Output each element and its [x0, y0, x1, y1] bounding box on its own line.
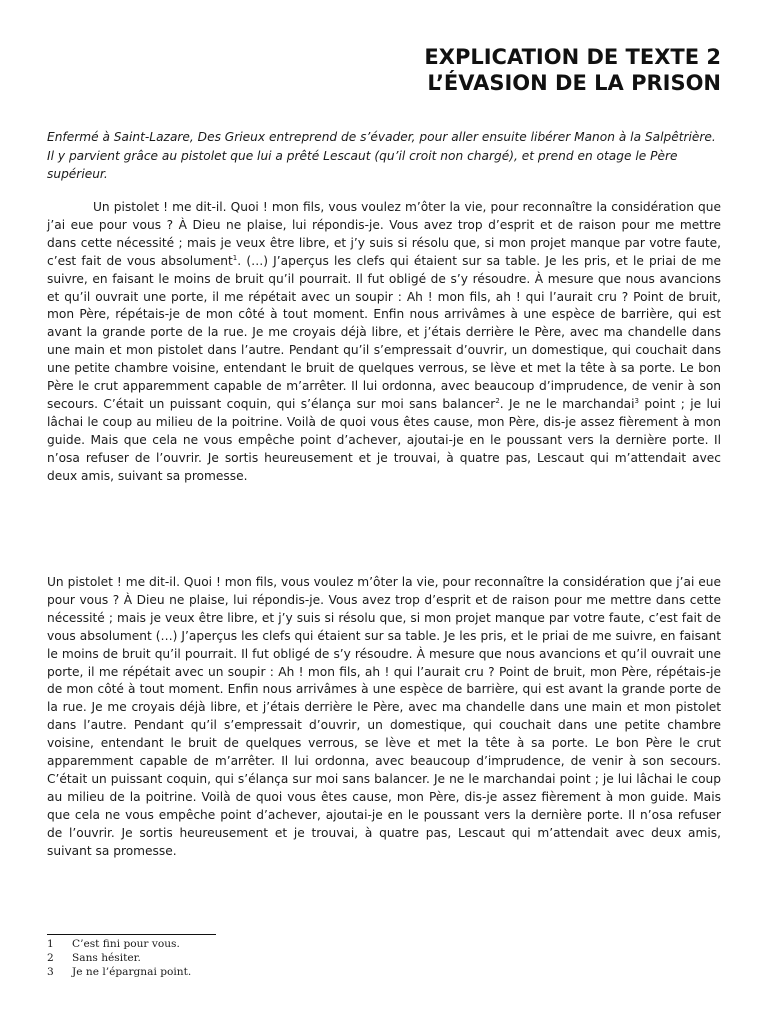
footnote-number: 1: [47, 938, 54, 950]
footnote-number: 3: [47, 966, 54, 978]
intro-paragraph: Enfermé à Saint-Lazare, Des Grieux entreprend de s’évader, pour aller ensuite libérer Manon à la Salpêtrière. Il y parvient grâce au pistolet que lui a prêté Lescaut (qu’il croit non chargé), et prend en otage le Père supérieur.: [47, 130, 716, 182]
passage-segment: . (…) J’aperçus les clefs qui étaient sur sa table. Je les pris, et le priai de me suivre, en faisant le moins de bruit qu’il pourrait. Il fut obligé de s’y résoudre. À mesure que nous avancions et qu’il ouvrait une porte, il me répétait avec un soupir : Ah ! mon fils, ah ! qui l’aurait cru ? Point de bruit, mon Père, répétais-je de mon côté à tout moment. Enfin nous arrivâmes à une espèce de barrière, qui est avant la grande porte de la rue. Je me croyais déjà libre, et j’étais derrière le Père, avec ma chandelle dans une main et mon pistolet dans l’autre. Pendant qu’il s’empressait d’ouvrir, un domestique, qui couchait dans une petite chambre voisine, entendant le bruit de quelques verrous, se lève et met la tête à sa porte. Le bon Père le crut apparemment capable de m’arrêter. Il lui ordonna, avec beaucoup d’imprudence, de venir à son secours. C’était un puissant coquin, qui s’élança sur moi sans balancer: [47, 253, 722, 411]
passage-plain: Un pistolet ! me dit-il. Quoi ! mon fils, vous voulez m’ôter la vie, pour reconnaître la considération que j’ai eue pour vous ? À Dieu ne plaise, lui répondis-je. Vous avez trop d’esprit et de raison pour me mettre dans cette nécessité ; mais je veux être libre, et j’y suis si résolu que, si mon projet manque par votre faute, c’est fait de vous absolument (…) J’aperçus les clefs qui étaient sur sa table. Je les pris, et le priai de me suivre, en faisant le moins de bruit qu’il pourrait. Il fut obligé de s’y résoudre. À mesure que nous avancions et qu’il ouvrait une porte, il me répétait avec un soupir : Ah ! mon fils, ah ! qui l’aurait cru ? Point de bruit, mon Père, répétais-je de mon côté à tout moment. Enfin nous arrivâmes à une espèce de barrière, qui est avant la grande porte de la rue. Je me croyais déjà libre, et j’étais derrière le Père, avec ma chandelle dans une main et mon pistolet dans l’autre. Pendant qu’il s’empressait d’ouvrir, un domestique, qui couchait dans une petite chambre voisine, entendant le bruit de quelques verrous, se lève et met la tête à sa porte. Le bon Père le crut apparemment capable de m’arrêter. Il lui ordonna, avec beaucoup d’imprudence, de venir à son secours. C’était un puissant coquin, qui s’élança sur moi sans balancer. Je ne le marchandai point ; je lui lâchai le coup au milieu de la poitrine. Voilà de quoi vous êtes cause, mon Père, dis-je assez fièrement à mon guide. Mais que cela ne vous empêche point d’achever, ajoutai-je en le poussant vers la dernière porte. Il n’osa refuser de l’ouvrir. Je sortis heureusement et je trouvai, à quatre pas, Lescaut qui m’attendait avec deux amis, suivant sa promesse.: [47, 575, 721, 858]
footnote-text: Je ne l’épargnai point.: [72, 966, 192, 978]
footnote-ref-3: 3: [634, 396, 640, 405]
passage-segment: . Je ne le marchandai: [499, 396, 635, 411]
footnote-number: 2: [47, 952, 54, 964]
title-line-2: L’ÉVASION DE LA PRISON: [427, 71, 721, 95]
passage-segment: Un pistolet ! me dit-il. Quoi ! mon fils, vous voulez m’ôter la vie, pour reconnaître la considération que j’ai eue pour vous ? À Dieu ne plaise, lui répondis-je. Vous avez trop d’esprit et de raison pour me mettre dans cette nécessité ; mais je veux être libre, et j’y suis si résolu que, si mon projet manque par votre faute, c’est fait de vous absolument: [47, 200, 721, 268]
footnote-item: [47, 937, 447, 951]
footnote-item: [47, 965, 447, 979]
footnote-item: [47, 951, 447, 965]
footnote-ref-2: 2: [495, 396, 500, 405]
page-title: [424, 44, 721, 96]
title-line-1: EXPLICATION DE TEXTE 2: [424, 45, 721, 69]
footnote-text: C’est fini pour vous.: [72, 938, 180, 950]
passage-segment: point ; je lui lâchai le coup au milieu de la poitrine. Voilà de quoi vous êtes cause, mon Père, dis-je assez fièrement à mon guide. Mais que cela ne vous empêche point d’achever, ajoutai-je en le poussant vers la dernière porte. Il n’osa refuser de l’ouvrir. Je sortis heureusement et je trouvai, à quatre pas, Lescaut qui m’attendait avec deux amis, suivant sa promesse.: [47, 396, 721, 483]
footnote-divider: [47, 934, 216, 935]
footnotes: [47, 937, 447, 979]
footnote-text: Sans hésiter.: [72, 952, 141, 964]
passage-with-notes: [47, 199, 721, 486]
footnote-ref-1: 1: [232, 253, 238, 262]
